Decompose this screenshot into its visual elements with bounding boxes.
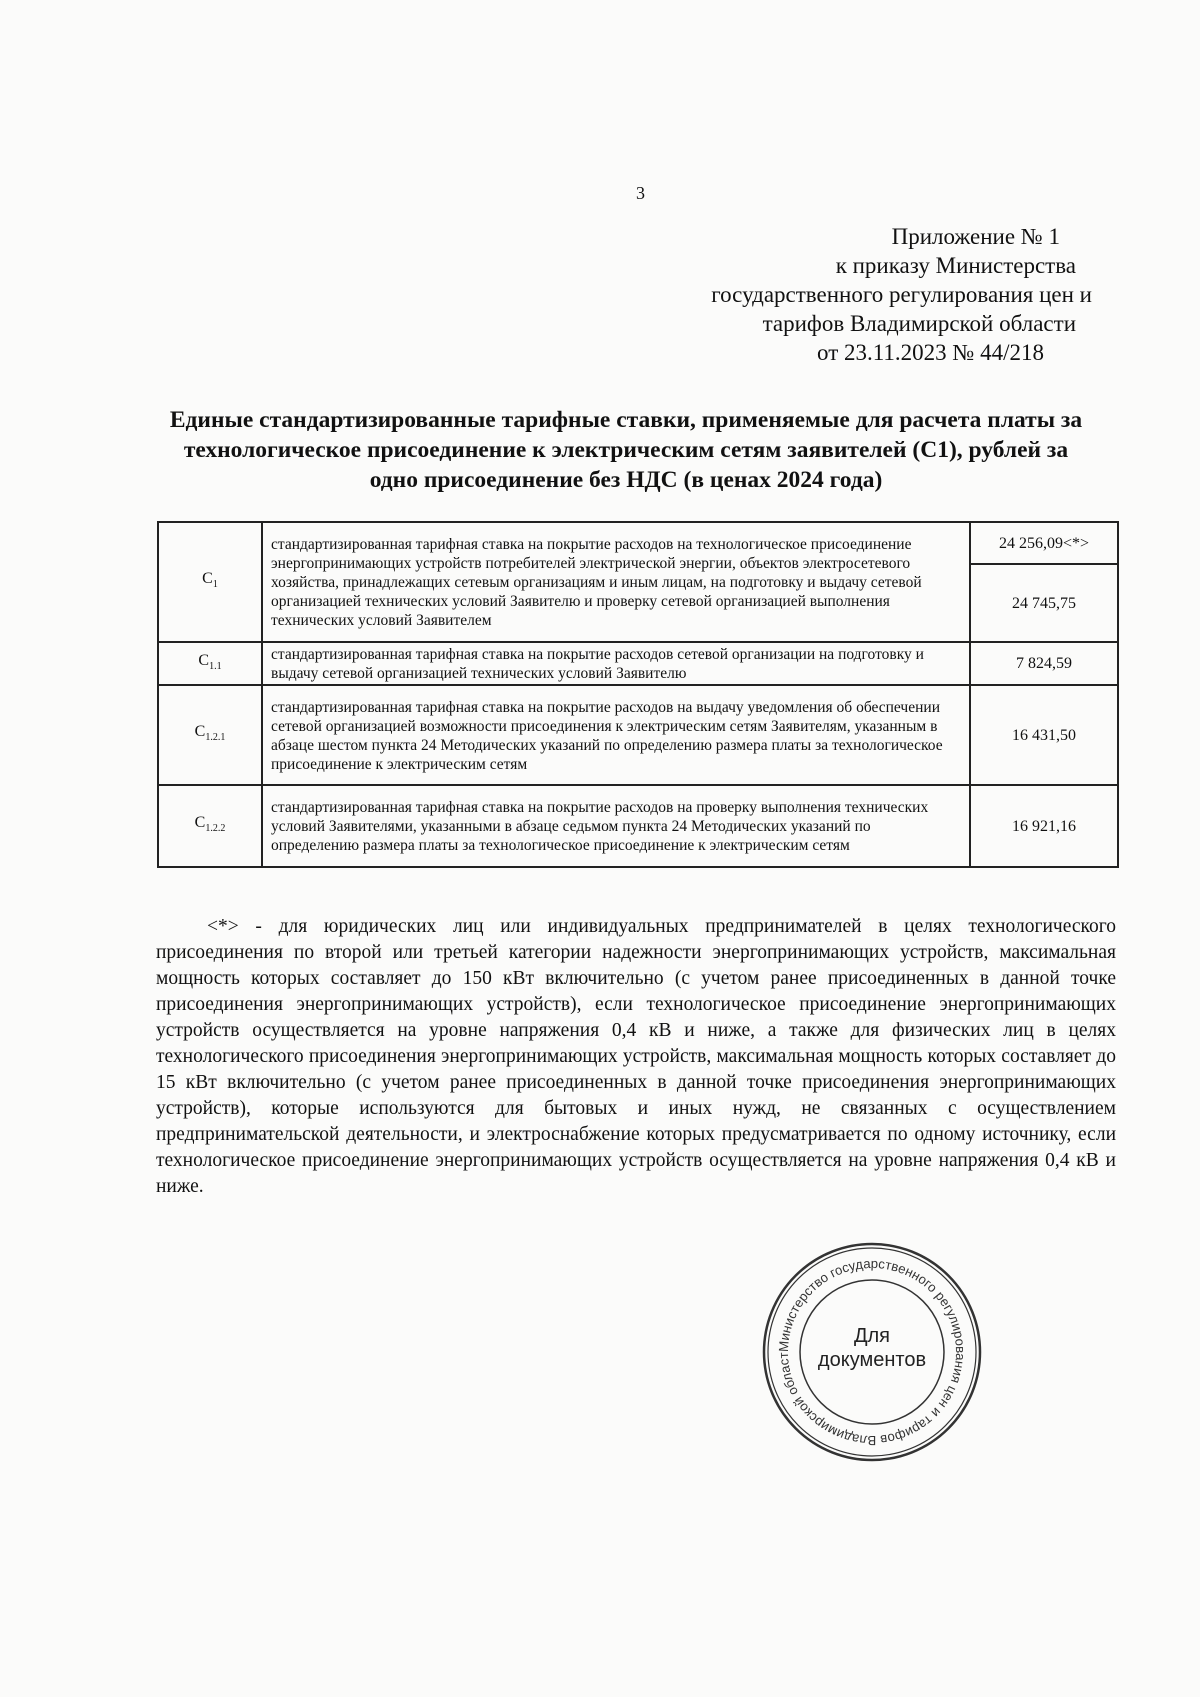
table-row	[158, 785, 1118, 867]
table-row	[158, 642, 1118, 685]
rate-code-base: C	[198, 651, 210, 669]
document-title: Единые стандартизированные тарифные ставки, применяемые для расчета платы за технологическое присоединение к электрическим сетям заявителей (С1), рублей за одно присоединение без НДС (в ценах 2024 года)	[169, 407, 1083, 493]
rate-value: 16 431,50	[970, 685, 1118, 785]
stamp-ring-text: Министерство государственного регулирования цен и тарифов Владимирской област	[775, 1255, 969, 1449]
rate-value: 7 824,59	[970, 642, 1118, 685]
rate-code-sub: 1.2.1	[205, 732, 226, 744]
stamp-center-line-2: документов	[817, 1349, 927, 1371]
appendix-line-1: Приложение № 1	[891, 224, 1060, 249]
rate-description: стандартизированная тарифная ставка на покрытие расходов на проверку выполнения технических условий Заявителями, указанными в абзаце седьмом пункта 24 Методических указаний по определению размера платы за технологическое присоединение к электрическим сетям	[262, 785, 970, 867]
rate-description: стандартизированная тарифная ставка на покрытие расходов на технологическое присоединение энергопринимающих устройств потребителей электрической энергии, объектов электросетевого хозяйства, принадлежащих сетевым организациям и иным лицам, на подготовку и выдачу сетевой организацией технических условий Заявителю и проверку сетевой организацией выполнения технических условий Заявителем	[262, 522, 970, 642]
rate-code	[158, 642, 262, 685]
appendix-line-3: государственного регулирования цен и	[711, 282, 1092, 307]
ministry-stamp	[760, 1240, 984, 1464]
rate-code-sub: 1	[212, 579, 218, 591]
rate-code	[158, 522, 262, 642]
appendix-line-5: от 23.11.2023 № 44/218	[817, 340, 1044, 365]
rate-code	[158, 685, 262, 785]
rate-description: стандартизированная тарифная ставка на покрытие расходов на выдачу уведомления об обеспечении сетевой организацией возможности присоединения к электрическим сетям Заявителям, указанным в абзаце шестом пункта 24 Методических указаний по определению размера платы за технологическое присоединение к электрическим сетям	[262, 685, 970, 785]
rate-code-base: C	[202, 570, 213, 588]
appendix-line-2: к приказу Министерства	[835, 253, 1076, 278]
table-row	[158, 522, 1118, 564]
rates-table	[157, 521, 1119, 868]
page-number: 3	[636, 183, 645, 203]
rate-code-base: C	[194, 723, 206, 741]
table-row	[158, 685, 1118, 785]
footnote: <*> - для юридических лиц или индивидуальных предпринимателей в целях технологического присоединения по второй или третьей категории надежности энергопринимающих устройств, максимальная мощность которых составляет до 150 кВт включительно (с учетом ранее присоединенных в данной точке присоединения энергопринимающих устройств), если технологическое присоединение энергопринимающих устройств осуществляется на уровне напряжения 0,4 кВ и ниже, а также для физических лиц в целях технологического присоединения энергопринимающих устройств, максимальная мощность которых составляет до 15 кВт включительно (с учетом ранее присоединенных в данной точке присоединения энергопринимающих устройств), которые используются для бытовых и иных нужд, не связанных с осуществлением предпринимательской деятельности, и электроснабжение которых предусматривается по одному источнику, если технологическое присоединение энергопринимающих устройств осуществляется на уровне напряжения 0,4 кВ и ниже.	[156, 916, 1116, 1197]
rate-value: 24 745,75	[970, 564, 1118, 642]
rate-value: 16 921,16	[970, 785, 1118, 867]
stamp-center-line-1: Для	[853, 1325, 891, 1347]
rate-code-sub: 1.1	[209, 661, 222, 673]
appendix-header	[572, 222, 1092, 367]
appendix-line-4: тарифов Владимирской области	[762, 311, 1076, 336]
rate-code	[158, 785, 262, 867]
rate-description: стандартизированная тарифная ставка на покрытие расходов сетевой организации на подготовку и выдачу сетевой организацией технических условий Заявителю	[262, 642, 970, 685]
stamp-center-text	[760, 1324, 984, 1372]
rate-value: 24 256,09<*>	[970, 522, 1118, 564]
rate-code-base: C	[194, 814, 206, 832]
rate-code-sub: 1.2.2	[205, 823, 226, 835]
